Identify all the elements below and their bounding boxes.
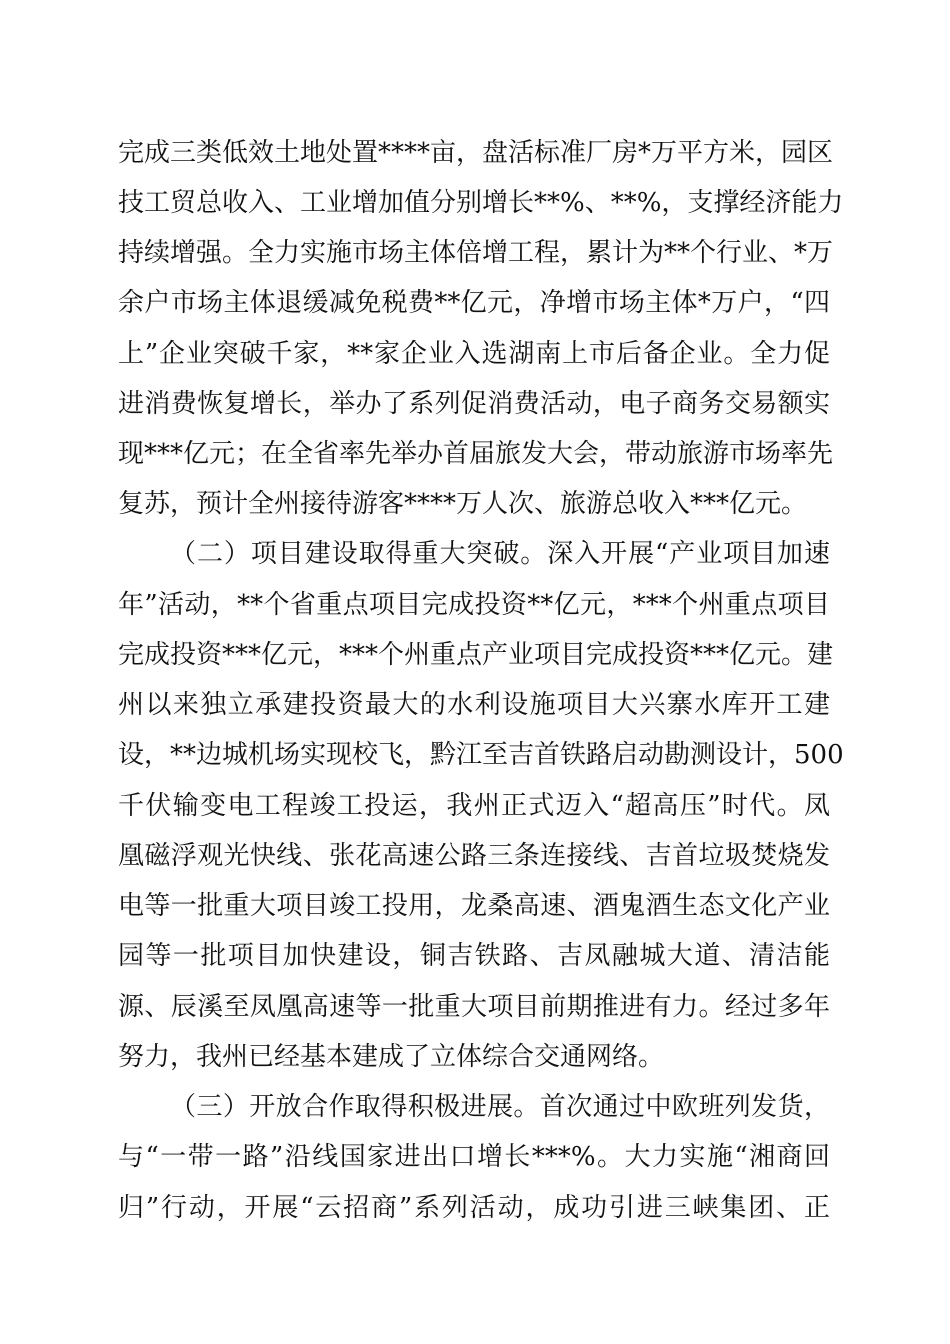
text-line: 电等一批重大项目竣工投用，龙桑高速、酒鬼酒生态文化产业 [118, 891, 830, 921]
text-line: 归”行动，开展“云招商”系列活动，成功引进三峡集团、正 [118, 1193, 830, 1223]
text-line: 州以来独立承建投资最大的水利设施项目大兴寨水库开工建 [118, 690, 830, 720]
text-line: 努力，我州已经基本建成了立体综合交通网络。 [118, 1042, 665, 1072]
text-line: 千伏输变电工程竣工投运，我州正式迈入“超高压”时代。凤 [118, 791, 830, 821]
paragraph-heading-line: （二）项目建设取得重大突破。深入开展“产业项目加速 [170, 539, 830, 569]
text-line: 完成三类低效土地处置****亩，盘活标准厂房*万平方米，园区 [118, 138, 834, 168]
text-line: 技工贸总收入、工业增加值分别增长**%、**%，支撑经济能力 [118, 188, 844, 218]
text-line: 年”活动，**个省重点项目完成投资**亿元，***个州重点项目 [118, 590, 830, 620]
text-line: 进消费恢复增长，举办了系列促消费活动，电子商务交易额实 [118, 389, 830, 419]
text-line: 源、辰溪至凤凰高速等一批重大项目前期推进有力。经过多年 [118, 992, 830, 1022]
text-line: 上”企业突破千家，**家企业入选湖南上市后备企业。全力促 [118, 339, 830, 369]
text-line: 凰磁浮观光快线、张花高速公路三条连接线、吉首垃圾焚烧发 [118, 841, 830, 871]
paragraph-heading-line: （三）开放合作取得积极进展。首次通过中欧班列发货， [170, 1092, 830, 1122]
text-line: 与“一带一路”沿线国家进出口增长***%。大力实施“湘商回 [118, 1142, 830, 1172]
text-line: 现***亿元；在全省率先举办首届旅发大会，带动旅游市场率先 [118, 439, 834, 469]
text-line: 园等一批项目加快建设，铜吉铁路、吉凤融城大道、清洁能 [118, 941, 830, 971]
text-line: 完成投资***亿元，***个州重点产业项目完成投资***亿元。建 [118, 640, 834, 670]
text-line: 余户市场主体退缓减免税费**亿元，净增市场主体*万户，“四 [118, 288, 830, 318]
text-line: 持续增强。全力实施市场主体倍增工程，累计为**个行业、*万 [118, 238, 834, 268]
text-line: 设，**边城机场实现校飞，黔江至吉首铁路启动勘测设计，500 [118, 740, 844, 770]
text-line: 复苏，预计全州接待游客****万人次、旅游总收入***亿元。 [118, 489, 808, 519]
